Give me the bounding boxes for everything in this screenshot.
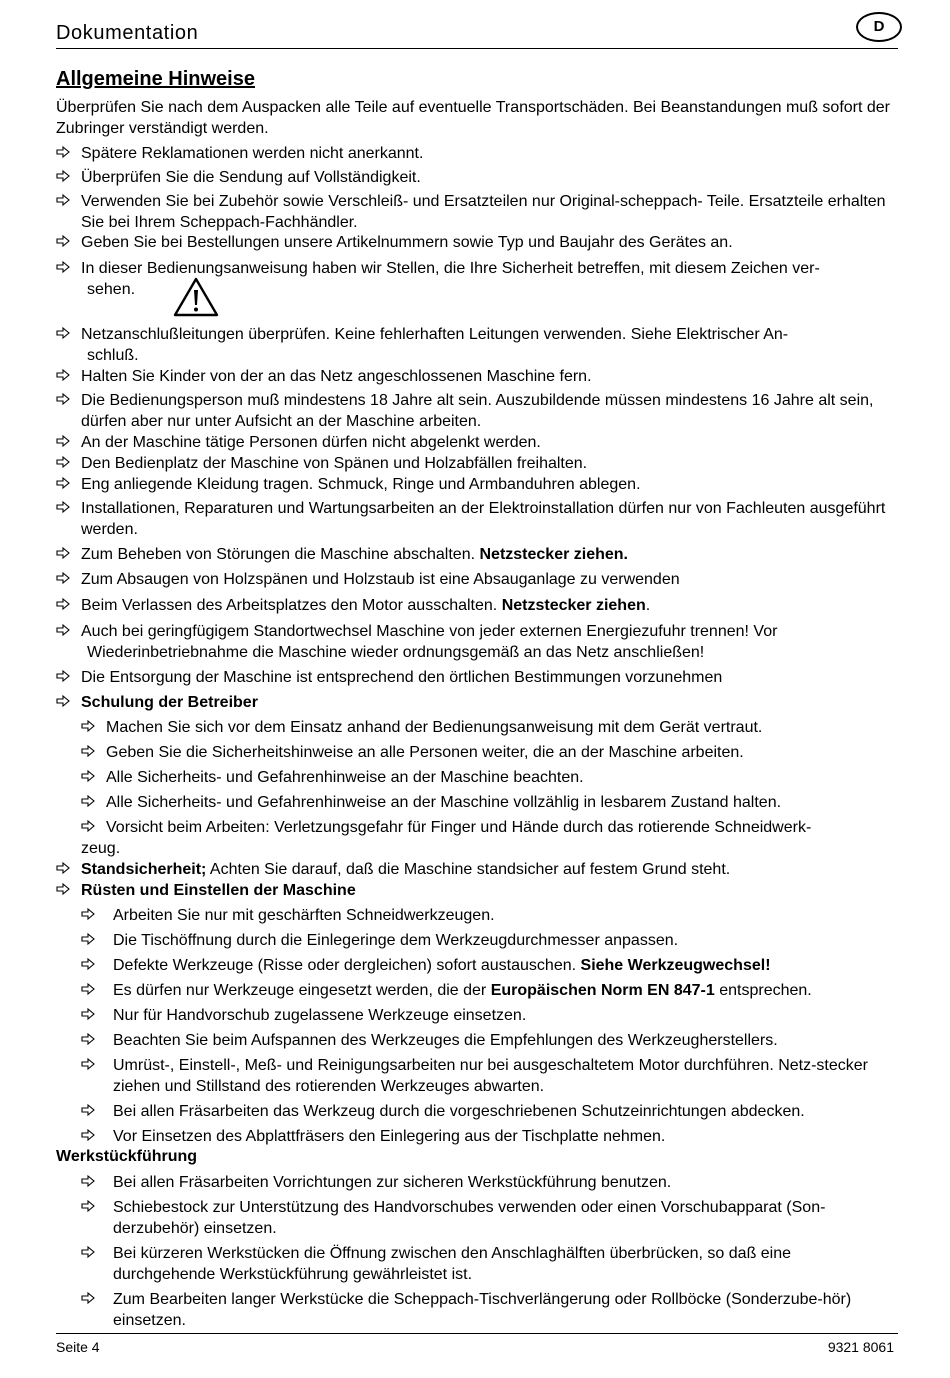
arrow-bullet-icon [56,861,70,875]
arrow-bullet-icon [81,1291,95,1305]
subsection-title: Schulung der Betreiber [81,694,258,711]
list-item-text: Verwenden Sie bei Zubehör sowie Verschleiß- und Ersatzteilen nur Original-scheppach- Teile. Ersatzteile erhalten Sie bei Ihrem Scheppach-Fachhändler. [81,193,886,231]
page-footer [56,1333,898,1356]
arrow-bullet-icon [81,1245,95,1259]
list-item-text: In dieser Bedienungsanweisung haben wir Stellen, die Ihre Sicherheit betreffen, mit diesem Zeichen ver- [81,260,820,277]
list-item [81,1172,881,1193]
arrow-bullet-icon [56,392,70,406]
arrow-bullet-icon [81,1032,95,1046]
list-item-text: Eng anliegende Kleidung tragen. Schmuck, Ringe und Armbanduhren ablegen. [81,476,641,493]
arrow-bullet-icon [56,326,70,340]
list-item-text: Bei allen Fräsarbeiten Vorrichtungen zur sicheren Werkstückführung benutzen. [113,1174,672,1191]
list-item [81,1030,881,1051]
subsection-title: Rüsten und Einstellen der Maschine [81,882,356,899]
list-item-text: Machen Sie sich vor dem Einsatz anhand der Bedienungsanweisung mit dem Gerät vertraut. [106,719,763,736]
list-item [56,232,876,253]
list-item [56,667,876,688]
list-item-text-regular: Beim Verlassen des Arbeitsplatzes den Motor ausschalten. [81,597,498,614]
arrow-bullet-icon [56,669,70,683]
arrow-bullet-icon [56,694,70,708]
list-item [81,717,881,738]
arrow-bullet-icon [56,546,70,560]
list-item [81,742,881,763]
arrow-bullet-icon [81,719,95,733]
list-item-text: Die Tischöffnung durch die Einlegeringe dem Werkzeugdurchmesser anpassen. [113,932,679,949]
arrow-bullet-icon [81,1199,95,1213]
list-item-text-regular: Es dürfen nur Werkzeuge eingesetzt werden, die der [113,982,487,999]
arrow-bullet-icon [56,455,70,469]
list-item [56,692,876,713]
list-item-text: Vorsicht beim Arbeiten: Verletzungsgefahr für Finger und Hände durch das rotierende Schneidwerk- [106,819,812,836]
list-item-text-regular: Achten Sie darauf, daß die Maschine standsicher auf festem Grund steht. [206,861,731,878]
list-item-text [81,859,876,880]
list-item-text: Auch bei geringfügigem Standortwechsel Maschine von jeder externen Energiezufuhr trennen! Vor [81,623,778,640]
list-item-text: Alle Sicherheits- und Gefahrenhinweise an der Maschine beachten. [106,769,584,786]
list-item [81,767,881,788]
list-item [56,544,876,565]
arrow-bullet-icon [81,932,95,946]
list-item-text-regular: entsprechen. [714,982,812,999]
list-item-text: Schiebestock zur Unterstützung des Handvorschubes verwenden oder einen Vorschubapparat (Son-derzubehör) einsetzen. [113,1199,826,1237]
arrow-bullet-icon [81,1057,95,1071]
list-item [56,474,876,495]
arrow-bullet-icon [81,744,95,758]
list-item-text-bold: Europäischen Norm EN 847-1 [490,982,715,999]
list-item-text-bold: Siehe Werkzeugwechsel! [580,957,771,974]
list-item [56,432,876,453]
arrow-bullet-icon [56,500,70,514]
list-item [81,930,881,951]
list-item [81,1126,881,1147]
list-item-text: Bei kürzeren Werkstücken die Öffnung zwischen den Anschlaghälften überbrücken, so daß eine durchgehende Werkstückführung gewährleistet ist. [113,1245,792,1283]
arrow-bullet-icon [56,476,70,490]
list-item-text: Geben Sie bei Bestellungen unsere Artikelnummern sowie Typ und Baujahr des Gerätes an. [81,234,733,251]
list-item-text: An der Maschine tätige Personen dürfen nicht abgelenkt werden. [81,434,541,451]
list-item-text: Beachten Sie beim Aufspannen des Werkzeuges die Empfehlungen des Werkzeugherstellers. [113,1032,778,1049]
list-item-text: Nur für Handvorschub zugelassene Werkzeuge einsetzen. [113,1007,527,1024]
list-item-text: Geben Sie die Sicherheitshinweise an alle Personen weiter, die an der Maschine arbeiten. [106,744,744,761]
arrow-bullet-icon [81,819,95,833]
list-item-text-period: . [645,597,651,614]
arrow-bullet-icon [81,957,95,971]
list-item-text-continued: zeug. [81,840,121,857]
list-item-text-regular: Zum Beheben von Störungen die Maschine abschalten. [81,546,476,563]
arrow-bullet-icon [56,571,70,585]
list-item [56,167,876,188]
list-item-text: Die Bedienungsperson muß mindestens 18 Jahre alt sein. Auszubildende müssen mindestens 16 Jahre alt sein, dürfen aber nur unter Aufsicht an der Maschine arbeiten. [81,392,874,430]
list-item-text [113,980,881,1001]
list-item [56,569,876,590]
arrow-bullet-icon [81,1007,95,1021]
list-item-text: Überprüfen Sie die Sendung auf Vollständigkeit. [81,169,421,186]
list-item-text: Die Entsorgung der Maschine ist entsprechend den örtlichen Bestimmungen vorzunehmen [81,669,723,686]
subsection-title: Werkstückführung [56,1148,198,1165]
list-item-text: Alle Sicherheits- und Gefahrenhinweise an der Maschine vollzählig in lesbarem Zustand halten. [106,794,782,811]
list-item-text-continued: sehen. [87,281,136,298]
list-item [56,595,876,616]
list-item [81,905,881,926]
list-item [81,955,881,976]
list-item-text: Installationen, Reparaturen und Wartungsarbeiten an der Elektroinstallation dürfen nur von Fachleuten ausgeführt werden. [81,500,886,538]
list-item-text: Spätere Reklamationen werden nicht anerkannt. [81,145,424,162]
arrow-bullet-icon [56,882,70,896]
list-item [56,859,876,880]
arrow-bullet-icon [56,234,70,248]
intro-paragraph: Überprüfen Sie nach dem Auspacken alle Teile auf eventuelle Transportschäden. Bei Beanstandungen muß sofort der Zubringer verständigt werden. [56,99,891,137]
arrow-bullet-icon [56,434,70,448]
list-item-text: Arbeiten Sie nur mit geschärften Schneidwerkzeugen. [113,907,495,924]
list-item [81,1101,881,1122]
list-item [81,980,881,1001]
arrow-bullet-icon [81,769,95,783]
arrow-bullet-icon [81,907,95,921]
list-item [56,498,896,540]
arrow-bullet-icon [56,169,70,183]
list-item [81,1197,886,1239]
list-item-text: Bei allen Fräsarbeiten das Werkzeug durch die vorgeschriebenen Schutzeinrichtungen abdecken. [113,1103,805,1120]
list-item [81,1243,886,1285]
list-item [56,880,876,901]
arrow-bullet-icon [56,597,70,611]
document-number: 9321 8061 [827,1339,894,1355]
list-item [81,817,891,859]
list-item [56,621,896,663]
page-number: Seite 4 [56,1339,100,1355]
list-item [81,1289,886,1331]
arrow-bullet-icon [81,1103,95,1117]
list-item [56,390,896,432]
list-item [81,1005,881,1026]
list-item-text [113,955,881,976]
list-item-text-bold: Netzstecker ziehen [501,597,646,614]
arrow-bullet-icon [81,1174,95,1188]
arrow-bullet-icon [81,1128,95,1142]
list-item-text-continued: Wiederinbetriebnahme die Maschine wieder ordnungsgemäß an das Netz anschließen! [87,644,705,661]
list-item-text [81,544,876,565]
list-item-text [81,595,876,616]
list-item-text-bold: Netzstecker ziehen. [479,546,628,563]
list-item [81,1055,886,1097]
section-title: Allgemeine Hinweise [56,68,255,90]
list-item-text: Den Bedienplatz der Maschine von Spänen und Holzabfällen freihalten. [81,455,588,472]
list-item-text: Zum Absaugen von Holzspänen und Holzstaub ist eine Absauganlage zu verwenden [81,571,680,588]
arrow-bullet-icon [81,982,95,996]
list-item [56,191,896,233]
list-item-text-continued: schluß. [87,347,139,364]
list-item-text: Halten Sie Kinder von der an das Netz angeschlossenen Maschine fern. [81,368,592,385]
arrow-bullet-icon [81,794,95,808]
arrow-bullet-icon [56,368,70,382]
warning-triangle-icon [172,276,220,318]
arrow-bullet-icon [56,193,70,207]
list-item-text: Netzanschlußleitungen überprüfen. Keine fehlerhaften Leitungen verwenden. Siehe Elektrischer An- [81,326,789,343]
doc-title: Dokumentation [56,22,199,44]
list-item-text: Zum Bearbeiten langer Werkstücke die Scheppach-Tischverlängerung oder Rollböcke (Sonderzube-hör) einsetzen. [113,1291,852,1329]
language-badge: D [856,12,902,42]
list-item-text-regular: Defekte Werkzeuge (Risse oder dergleichen) sofort austauschen. [113,957,577,974]
list-item [81,792,881,813]
arrow-bullet-icon [56,145,70,159]
list-item [56,366,876,387]
list-item [56,143,876,164]
list-item-text: Umrüst-, Einstell-, Meß- und Reinigungsarbeiten nur bei ausgeschaltetem Motor durchführen. Netz-stecker ziehen und Stillstand des rotierenden Werkzeuges abwarten. [113,1057,868,1095]
list-item-text: Vor Einsetzen des Abplattfräsers den Einlegering aus der Tischplatte nehmen. [113,1128,666,1145]
list-item [56,324,896,366]
arrow-bullet-icon [56,260,70,274]
arrow-bullet-icon [56,623,70,637]
list-item [56,453,876,474]
list-item-text-bold: Standsicherheit; [81,861,207,878]
